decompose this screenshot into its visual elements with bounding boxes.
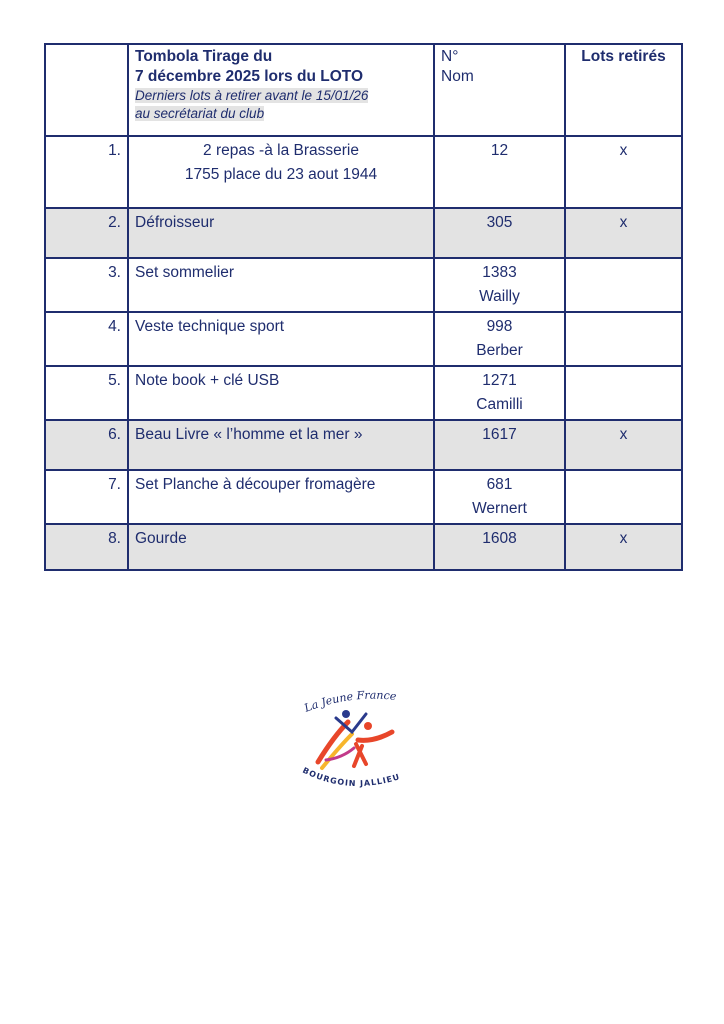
header-lots-cell [565,44,682,136]
table-row [45,470,682,524]
header-title-cell [128,44,434,136]
row-retire [565,136,682,208]
row-lot: Gourde [128,524,434,570]
ticket-number: 1383 [482,264,517,281]
ticket-number: 1617 [482,426,517,443]
table-title-line1: Tombola Tirage du [135,48,273,65]
row-ticket [434,258,565,312]
figure-head-right [364,722,372,730]
row-lot [128,136,434,208]
row-ticket [434,136,565,208]
deadline-note-line2: au secrétariat du club [135,106,265,121]
row-lot: Set Planche à découper fromagère [128,470,434,524]
row-ticket [434,420,565,470]
row-lot: Beau Livre « l’homme et la mer » [128,420,434,470]
ticket-number: 1608 [482,530,517,547]
row-retire [565,524,682,570]
figure-legs [354,744,366,766]
retire-mark: x [619,426,628,443]
row-ticket [434,312,565,366]
row-number: 4. [45,312,128,366]
winner-name: Camilli [476,396,523,413]
header-number-cell [434,44,565,136]
lot-line1: 2 repas -à la Brasserie [203,142,359,159]
retire-mark: x [619,214,628,231]
row-ticket [434,524,565,570]
table-row [45,420,682,470]
table-row [45,366,682,420]
row-ticket [434,366,565,420]
tombola-table [44,43,683,571]
ticket-number: 681 [486,476,513,493]
table-row [45,208,682,258]
header-row [45,44,682,136]
table-row [45,136,682,208]
row-number: 3. [45,258,128,312]
row-number: 7. [45,470,128,524]
logo-text-top: La Jeune France [302,688,398,715]
row-ticket [434,470,565,524]
lots-retires-label: Lots retirés [581,48,666,65]
name-label: Nom [441,68,474,85]
logo-text-bottom: BOURGOIN JALLIEU [301,765,402,789]
row-retire [565,366,682,420]
header-empty-cell [45,44,128,136]
ticket-number: 12 [490,142,509,159]
retire-mark: x [619,142,628,159]
ticket-number: 998 [486,318,513,335]
deadline-note-line1: Derniers lots à retirer avant le 15/01/26 [135,88,369,103]
table-title-line2: 7 décembre 2025 lors du LOTO [135,68,363,85]
lot-line2: 1755 place du 23 aout 1944 [184,166,378,183]
table-row [45,258,682,312]
row-number: 5. [45,366,128,420]
ticket-number: 305 [486,214,513,231]
table-row [45,312,682,366]
row-number: 8. [45,524,128,570]
row-lot: Set sommelier [128,258,434,312]
winner-name: Berber [476,342,523,359]
row-number: 1. [45,136,128,208]
row-lot: Défroisseur [128,208,434,258]
row-ticket [434,208,565,258]
ticket-number: 1271 [482,372,517,389]
winner-name: Wernert [472,500,527,517]
club-logo [296,688,426,800]
retire-mark: x [619,530,628,547]
table-row [45,524,682,570]
row-retire [565,470,682,524]
figure-head-left [342,710,350,718]
row-retire [565,258,682,312]
row-retire [565,312,682,366]
row-lot: Veste technique sport [128,312,434,366]
row-number: 2. [45,208,128,258]
row-lot: Note book + clé USB [128,366,434,420]
row-number: 6. [45,420,128,470]
row-retire [565,420,682,470]
number-label: N° [441,48,459,65]
winner-name: Wailly [479,288,520,305]
figure-stroke-red-2 [358,732,392,740]
row-retire [565,208,682,258]
